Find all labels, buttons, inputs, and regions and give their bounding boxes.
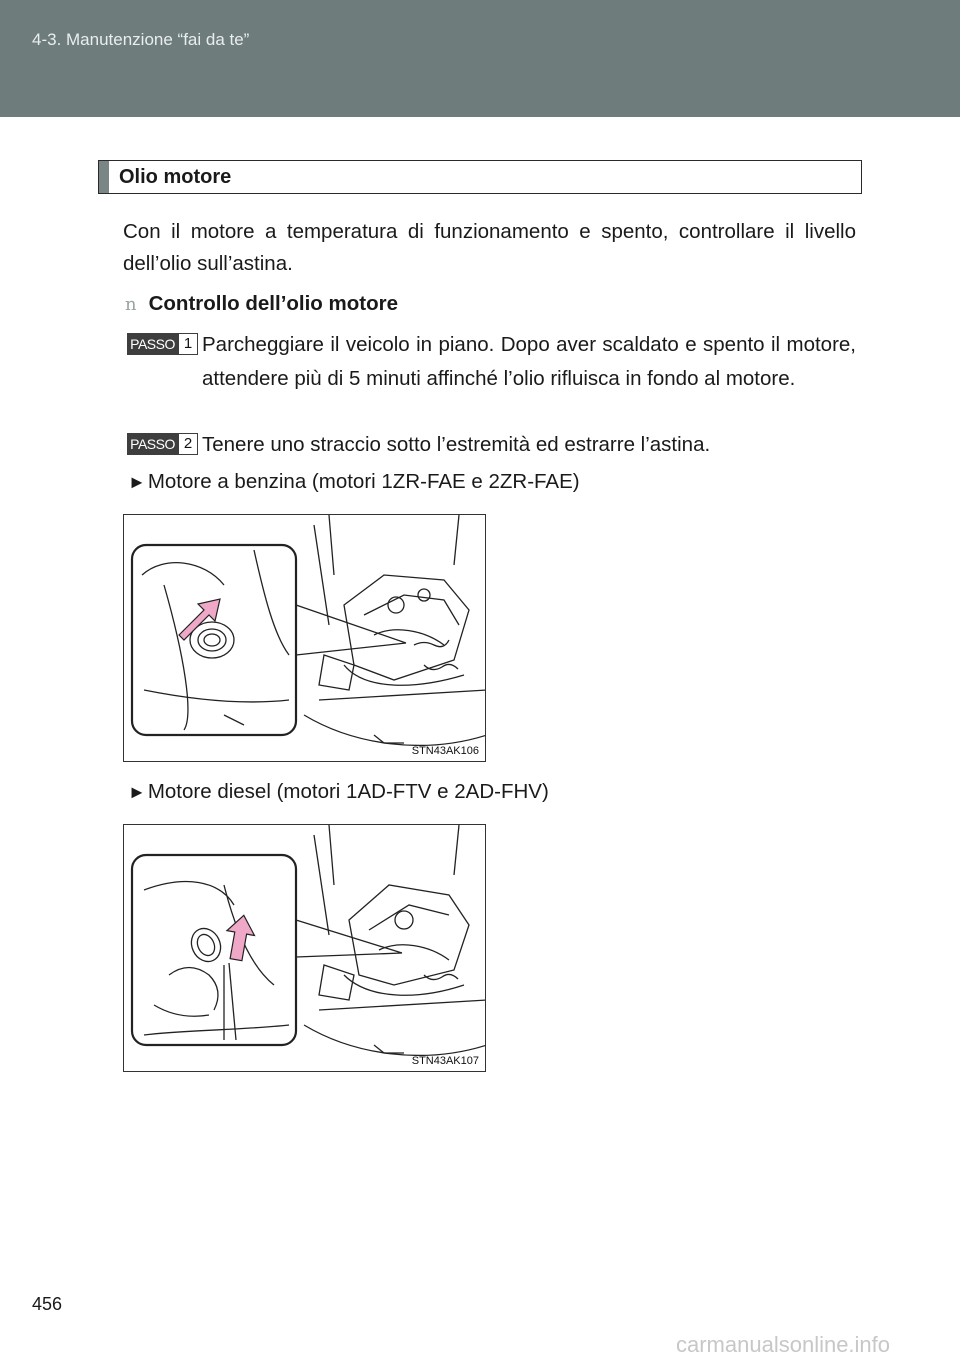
step-badge-1	[127, 333, 198, 355]
subsection-label: Controllo dell’olio motore	[148, 292, 398, 315]
watermark[interactable]: carmanualsonline.info	[676, 1332, 891, 1357]
intro-paragraph: Con il motore a temperatura di funzionamento e spento, controllare il livello dell’olio sull’astina.	[123, 220, 856, 275]
figure-diesel-engine	[123, 824, 486, 1072]
engine-bay-illustration	[124, 825, 486, 1072]
variant-label: Motore diesel (motori 1AD-FTV e 2AD-FHV)	[147, 780, 549, 803]
section-title-box	[98, 160, 862, 194]
step-text-1: Parcheggiare il veicolo in piano. Dopo aver scaldato e spento il motore, attendere più di 5 minuti affinché l’olio rifluisca in fondo al motore.	[202, 333, 856, 390]
section-title: Olio motore	[119, 166, 232, 188]
step-badge-label: PASSO	[127, 433, 178, 455]
step-text-2: Tenere uno straccio sotto l’estremità ed estrarre l’astina.	[202, 433, 711, 456]
bullet-icon: n	[125, 294, 137, 315]
engine-bay-illustration	[124, 515, 486, 762]
step-badge-label: PASSO	[127, 333, 178, 355]
figure-petrol-engine	[123, 514, 486, 762]
figure-code: STN43AK107	[411, 1055, 479, 1067]
title-accent-bar	[99, 161, 109, 193]
step-badge-2	[127, 433, 198, 455]
triangle-marker-icon: ►	[128, 472, 146, 492]
subsection-heading	[125, 292, 398, 316]
variant-heading-petrol	[128, 470, 580, 494]
pink-arrow-icon	[222, 913, 257, 962]
section-label: 4-3. Manutenzione “fai da te”	[32, 30, 250, 49]
variant-heading-diesel	[128, 780, 549, 804]
triangle-marker-icon: ►	[128, 782, 146, 802]
variant-label: Motore a benzina (motori 1ZR-FAE e 2ZR-FAE)	[147, 470, 580, 493]
figure-code: STN43AK106	[411, 745, 479, 757]
header-band	[0, 0, 960, 117]
page-number: 456	[32, 1294, 63, 1314]
step-badge-number: 1	[178, 333, 198, 355]
step-badge-number: 2	[178, 433, 198, 455]
